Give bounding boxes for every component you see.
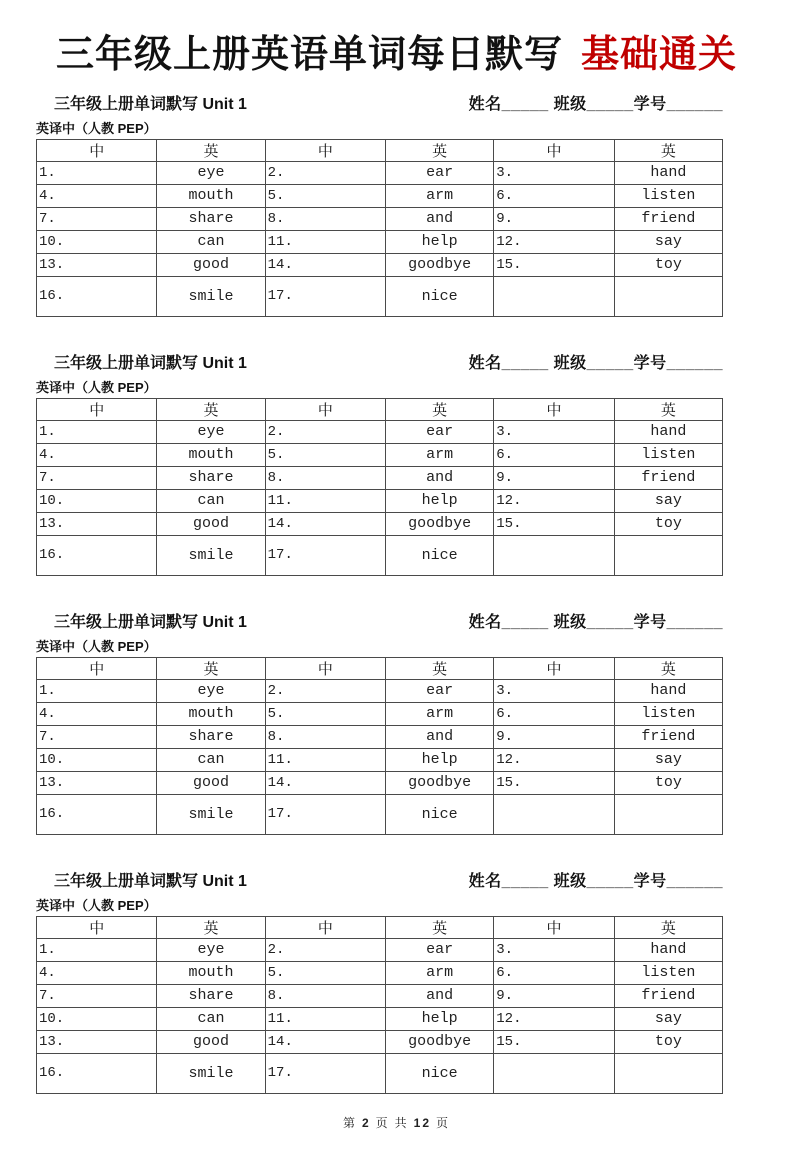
column-header-cn: 中 bbox=[265, 657, 385, 679]
word-cell: smile bbox=[157, 794, 265, 834]
number-cell: 4. bbox=[37, 184, 157, 207]
word-cell: hand bbox=[614, 420, 722, 443]
number-cell: 6. bbox=[494, 443, 614, 466]
number-cell: 1. bbox=[37, 938, 157, 961]
word-cell: and bbox=[386, 207, 494, 230]
number-cell: 14. bbox=[265, 771, 385, 794]
column-header-en: 英 bbox=[157, 657, 265, 679]
number-cell: 9. bbox=[494, 466, 614, 489]
word-row bbox=[37, 512, 723, 535]
number-cell: 2. bbox=[265, 679, 385, 702]
word-row bbox=[37, 230, 723, 253]
number-cell: 8. bbox=[265, 207, 385, 230]
number-cell: 17. bbox=[265, 794, 385, 834]
number-cell: 4. bbox=[37, 961, 157, 984]
footer-word: 第 bbox=[342, 1116, 357, 1130]
section-subtitle: 英译中（人教 PEP） bbox=[36, 638, 157, 654]
table-header-row bbox=[37, 916, 723, 938]
word-cell: goodbye bbox=[386, 771, 494, 794]
number-cell: 3. bbox=[494, 420, 614, 443]
word-row bbox=[37, 161, 723, 184]
number-cell: 4. bbox=[37, 443, 157, 466]
number-cell: 14. bbox=[265, 1030, 385, 1053]
column-header-cn: 中 bbox=[37, 657, 157, 679]
word-cell: good bbox=[157, 1030, 265, 1053]
word-cell: smile bbox=[157, 276, 265, 316]
column-header-cn: 中 bbox=[37, 398, 157, 420]
word-cell: goodbye bbox=[386, 1030, 494, 1053]
number-cell: 6. bbox=[494, 961, 614, 984]
word-cell: and bbox=[386, 984, 494, 1007]
number-cell: 11. bbox=[265, 230, 385, 253]
worksheet-page bbox=[0, 34, 793, 1155]
column-header-en: 英 bbox=[157, 916, 265, 938]
word-cell: friend bbox=[614, 207, 722, 230]
word-cell: listen bbox=[614, 184, 722, 207]
word-cell: arm bbox=[386, 443, 494, 466]
number-cell: 8. bbox=[265, 466, 385, 489]
word-cell bbox=[614, 535, 722, 575]
number-cell: 2. bbox=[265, 938, 385, 961]
word-row bbox=[37, 794, 723, 834]
column-header-en: 英 bbox=[614, 139, 722, 161]
word-cell: goodbye bbox=[386, 512, 494, 535]
word-cell: good bbox=[157, 512, 265, 535]
number-cell: 9. bbox=[494, 725, 614, 748]
word-row bbox=[37, 1030, 723, 1053]
word-row bbox=[37, 938, 723, 961]
word-cell: nice bbox=[386, 1053, 494, 1093]
section-subtitle: 英译中（人教 PEP） bbox=[36, 897, 157, 913]
word-cell: help bbox=[386, 230, 494, 253]
section-header bbox=[36, 609, 723, 632]
word-row bbox=[37, 679, 723, 702]
total-page-number: 12 bbox=[413, 1116, 432, 1130]
number-cell: 5. bbox=[265, 961, 385, 984]
column-header-cn: 中 bbox=[494, 657, 614, 679]
worksheet-content bbox=[36, 91, 723, 1094]
words-table bbox=[36, 916, 723, 1094]
word-cell: say bbox=[614, 748, 722, 771]
word-cell: good bbox=[157, 253, 265, 276]
word-cell: friend bbox=[614, 725, 722, 748]
section-heading: 三年级上册单词默写 Unit 1 bbox=[54, 872, 247, 890]
word-cell: smile bbox=[157, 1053, 265, 1093]
word-row bbox=[37, 207, 723, 230]
column-header-cn: 中 bbox=[265, 916, 385, 938]
number-cell: 14. bbox=[265, 253, 385, 276]
word-cell: can bbox=[157, 748, 265, 771]
word-row bbox=[37, 276, 723, 316]
word-cell: ear bbox=[386, 420, 494, 443]
student-info-blanks: 姓名_____ 班级_____学号______ bbox=[468, 613, 723, 631]
word-row bbox=[37, 1053, 723, 1093]
word-cell: ear bbox=[386, 161, 494, 184]
number-cell: 1. bbox=[37, 161, 157, 184]
word-row bbox=[37, 771, 723, 794]
page-footer bbox=[0, 1114, 793, 1131]
student-info-blanks: 姓名_____ 班级_____学号______ bbox=[468, 95, 723, 113]
number-cell: 16. bbox=[37, 794, 157, 834]
number-cell: 9. bbox=[494, 207, 614, 230]
word-cell bbox=[614, 794, 722, 834]
words-table bbox=[36, 657, 723, 835]
word-row bbox=[37, 253, 723, 276]
word-cell: eye bbox=[157, 938, 265, 961]
section-heading: 三年级上册单词默写 Unit 1 bbox=[54, 613, 247, 631]
section-header bbox=[36, 868, 723, 891]
word-cell: can bbox=[157, 230, 265, 253]
number-cell: 16. bbox=[37, 535, 157, 575]
footer-word: 页 bbox=[436, 1116, 451, 1130]
words-table bbox=[36, 398, 723, 576]
section-header bbox=[36, 350, 723, 373]
number-cell: 13. bbox=[37, 1030, 157, 1053]
number-cell: 2. bbox=[265, 420, 385, 443]
word-cell: friend bbox=[614, 984, 722, 1007]
word-cell: say bbox=[614, 230, 722, 253]
word-cell: arm bbox=[386, 702, 494, 725]
word-cell: goodbye bbox=[386, 253, 494, 276]
dictation-section bbox=[36, 91, 723, 317]
number-cell: 17. bbox=[265, 276, 385, 316]
word-cell: toy bbox=[614, 1030, 722, 1053]
number-cell bbox=[494, 794, 614, 834]
word-row bbox=[37, 466, 723, 489]
number-cell: 7. bbox=[37, 725, 157, 748]
table-header-row bbox=[37, 657, 723, 679]
word-cell: hand bbox=[614, 161, 722, 184]
column-header-en: 英 bbox=[386, 398, 494, 420]
number-cell: 13. bbox=[37, 512, 157, 535]
word-cell: share bbox=[157, 466, 265, 489]
section-subtitle: 英译中（人教 PEP） bbox=[36, 120, 157, 136]
word-cell: mouth bbox=[157, 443, 265, 466]
number-cell: 7. bbox=[37, 984, 157, 1007]
number-cell: 13. bbox=[37, 253, 157, 276]
number-cell bbox=[494, 535, 614, 575]
word-row bbox=[37, 961, 723, 984]
word-cell: nice bbox=[386, 794, 494, 834]
word-cell bbox=[614, 276, 722, 316]
number-cell: 10. bbox=[37, 230, 157, 253]
page-title bbox=[0, 34, 793, 78]
number-cell: 7. bbox=[37, 207, 157, 230]
number-cell: 16. bbox=[37, 1053, 157, 1093]
number-cell: 10. bbox=[37, 748, 157, 771]
word-cell: mouth bbox=[157, 184, 265, 207]
word-cell: share bbox=[157, 984, 265, 1007]
words-table bbox=[36, 139, 723, 317]
word-cell: listen bbox=[614, 702, 722, 725]
number-cell: 17. bbox=[265, 1053, 385, 1093]
number-cell: 6. bbox=[494, 702, 614, 725]
number-cell: 12. bbox=[494, 489, 614, 512]
column-header-en: 英 bbox=[614, 657, 722, 679]
number-cell: 5. bbox=[265, 184, 385, 207]
number-cell: 3. bbox=[494, 679, 614, 702]
dictation-section bbox=[36, 350, 723, 576]
word-cell: listen bbox=[614, 961, 722, 984]
column-header-en: 英 bbox=[157, 139, 265, 161]
word-cell: can bbox=[157, 489, 265, 512]
word-cell: nice bbox=[386, 276, 494, 316]
word-cell: hand bbox=[614, 938, 722, 961]
current-page-number: 2 bbox=[361, 1116, 371, 1130]
number-cell: 6. bbox=[494, 184, 614, 207]
number-cell: 8. bbox=[265, 725, 385, 748]
word-row bbox=[37, 184, 723, 207]
word-cell: mouth bbox=[157, 961, 265, 984]
word-cell: eye bbox=[157, 161, 265, 184]
column-header-en: 英 bbox=[157, 398, 265, 420]
number-cell bbox=[494, 1053, 614, 1093]
number-cell: 13. bbox=[37, 771, 157, 794]
word-cell: listen bbox=[614, 443, 722, 466]
footer-word: 页 共 bbox=[375, 1116, 409, 1130]
column-header-en: 英 bbox=[614, 916, 722, 938]
word-cell: say bbox=[614, 489, 722, 512]
table-header-row bbox=[37, 398, 723, 420]
dictation-section bbox=[36, 868, 723, 1094]
word-cell: share bbox=[157, 207, 265, 230]
word-row bbox=[37, 984, 723, 1007]
column-header-en: 英 bbox=[386, 916, 494, 938]
number-cell: 15. bbox=[494, 1030, 614, 1053]
word-cell: can bbox=[157, 1007, 265, 1030]
word-row bbox=[37, 702, 723, 725]
word-cell: ear bbox=[386, 938, 494, 961]
column-header-en: 英 bbox=[386, 657, 494, 679]
column-header-cn: 中 bbox=[37, 139, 157, 161]
word-cell: help bbox=[386, 1007, 494, 1030]
number-cell: 4. bbox=[37, 702, 157, 725]
word-cell: good bbox=[157, 771, 265, 794]
number-cell: 16. bbox=[37, 276, 157, 316]
number-cell: 15. bbox=[494, 771, 614, 794]
section-heading: 三年级上册单词默写 Unit 1 bbox=[54, 354, 247, 372]
word-cell: and bbox=[386, 725, 494, 748]
column-header-cn: 中 bbox=[494, 398, 614, 420]
word-cell: help bbox=[386, 489, 494, 512]
number-cell: 3. bbox=[494, 938, 614, 961]
number-cell: 15. bbox=[494, 512, 614, 535]
word-row bbox=[37, 489, 723, 512]
number-cell: 7. bbox=[37, 466, 157, 489]
dictation-section bbox=[36, 609, 723, 835]
number-cell: 14. bbox=[265, 512, 385, 535]
word-cell: eye bbox=[157, 679, 265, 702]
word-cell: mouth bbox=[157, 702, 265, 725]
number-cell: 1. bbox=[37, 679, 157, 702]
word-cell: and bbox=[386, 466, 494, 489]
word-row bbox=[37, 748, 723, 771]
number-cell: 15. bbox=[494, 253, 614, 276]
number-cell: 11. bbox=[265, 489, 385, 512]
number-cell: 8. bbox=[265, 984, 385, 1007]
page-title-main: 三年级上册英语单词每日默写 bbox=[55, 34, 563, 76]
word-cell: nice bbox=[386, 535, 494, 575]
word-row bbox=[37, 420, 723, 443]
word-cell: toy bbox=[614, 253, 722, 276]
column-header-cn: 中 bbox=[265, 398, 385, 420]
number-cell: 11. bbox=[265, 1007, 385, 1030]
word-row bbox=[37, 443, 723, 466]
number-cell: 12. bbox=[494, 230, 614, 253]
word-cell: share bbox=[157, 725, 265, 748]
section-header bbox=[36, 91, 723, 114]
word-cell: hand bbox=[614, 679, 722, 702]
number-cell: 11. bbox=[265, 748, 385, 771]
word-cell: friend bbox=[614, 466, 722, 489]
number-cell: 17. bbox=[265, 535, 385, 575]
word-cell: ear bbox=[386, 679, 494, 702]
column-header-cn: 中 bbox=[494, 916, 614, 938]
word-cell: toy bbox=[614, 771, 722, 794]
word-cell: toy bbox=[614, 512, 722, 535]
number-cell: 10. bbox=[37, 489, 157, 512]
word-cell: say bbox=[614, 1007, 722, 1030]
column-header-cn: 中 bbox=[494, 139, 614, 161]
word-cell: arm bbox=[386, 961, 494, 984]
section-subtitle: 英译中（人教 PEP） bbox=[36, 379, 157, 395]
word-row bbox=[37, 725, 723, 748]
number-cell: 12. bbox=[494, 1007, 614, 1030]
number-cell: 10. bbox=[37, 1007, 157, 1030]
column-header-cn: 中 bbox=[37, 916, 157, 938]
table-header-row bbox=[37, 139, 723, 161]
word-cell: eye bbox=[157, 420, 265, 443]
number-cell: 3. bbox=[494, 161, 614, 184]
word-row bbox=[37, 535, 723, 575]
number-cell: 12. bbox=[494, 748, 614, 771]
word-cell: smile bbox=[157, 535, 265, 575]
word-cell: help bbox=[386, 748, 494, 771]
student-info-blanks: 姓名_____ 班级_____学号______ bbox=[468, 354, 723, 372]
sections-container bbox=[36, 91, 723, 1094]
page-title-badge: 基础通关 bbox=[581, 34, 738, 76]
student-info-blanks: 姓名_____ 班级_____学号______ bbox=[468, 872, 723, 890]
word-cell bbox=[614, 1053, 722, 1093]
column-header-cn: 中 bbox=[265, 139, 385, 161]
section-heading: 三年级上册单词默写 Unit 1 bbox=[54, 95, 247, 113]
number-cell bbox=[494, 276, 614, 316]
number-cell: 1. bbox=[37, 420, 157, 443]
number-cell: 9. bbox=[494, 984, 614, 1007]
word-row bbox=[37, 1007, 723, 1030]
number-cell: 5. bbox=[265, 443, 385, 466]
column-header-en: 英 bbox=[614, 398, 722, 420]
column-header-en: 英 bbox=[386, 139, 494, 161]
number-cell: 5. bbox=[265, 702, 385, 725]
word-cell: arm bbox=[386, 184, 494, 207]
number-cell: 2. bbox=[265, 161, 385, 184]
